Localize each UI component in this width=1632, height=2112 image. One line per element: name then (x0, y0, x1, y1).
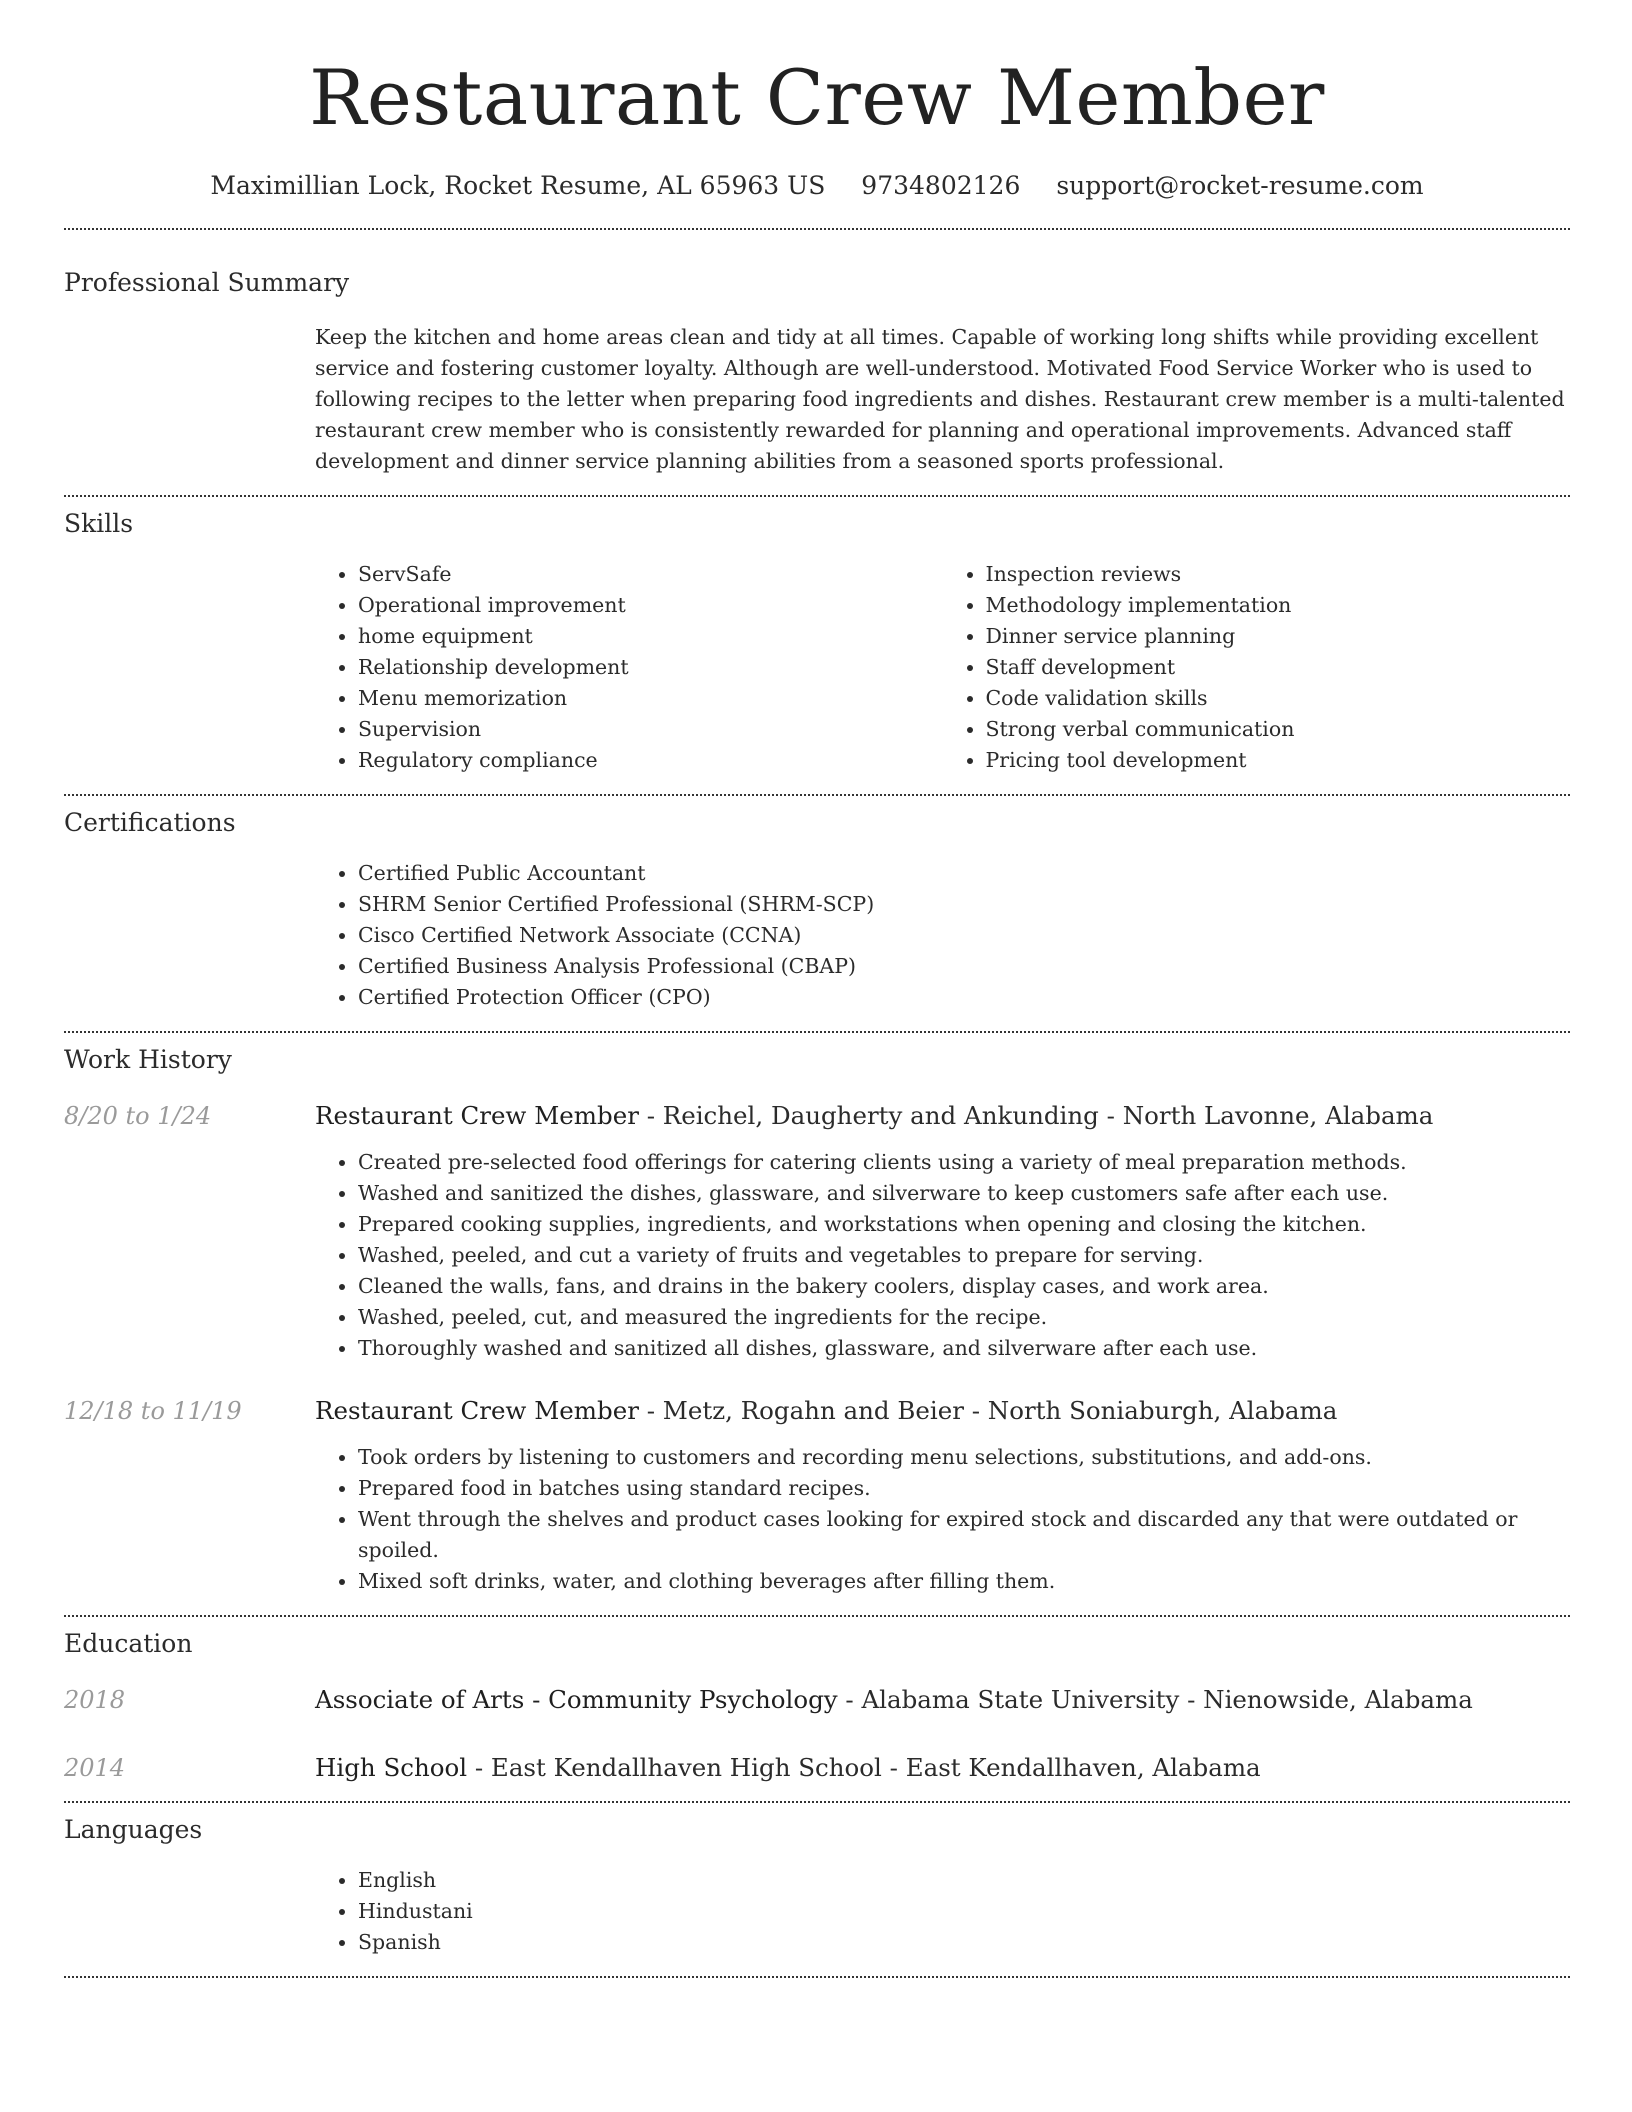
education-heading (315, 1751, 1261, 1785)
skill-item: • Operational improvement (358, 590, 943, 621)
job-bullets-block (315, 1147, 1570, 1364)
certifications-block (315, 858, 1570, 1013)
certifications-title: Certifications (64, 808, 236, 837)
certifications-list (315, 858, 1570, 1013)
languages-title: Languages (64, 1815, 203, 1844)
divider (64, 495, 1570, 497)
job-role: Restaurant Crew Member (315, 1101, 639, 1130)
job-entry (64, 1099, 1570, 1133)
skills-block (315, 559, 1570, 776)
job-details: - Metz, Rogahn and Beier - North Soniaburgh, Alabama (638, 1396, 1338, 1425)
job-dates: 12/18 to 11/19 (64, 1397, 242, 1425)
job-bullet: • Cleaned the walls, fans, and drains in the bakery coolers, display cases, and work area. (358, 1271, 1570, 1302)
summary-text: Keep the kitchen and home areas clean and tidy at all times. Capable of working long shifts while providing excellent service and fostering customer loyalty. Although are well-understood. Motivated Food Service Worker who is used to following recipes to the letter when preparing food ingredients and dishes. Restaurant crew member is a multi-talented restaurant crew member who is consistently rewarded for planning and operational improvements. Advanced staff development and dinner service planning abilities from a seasoned sports professional. (315, 325, 1565, 473)
languages-list (315, 1865, 1570, 1958)
job-heading (315, 1394, 1337, 1428)
work-history-title: Work History (64, 1045, 232, 1074)
skills-list-left (315, 559, 943, 776)
certification-item: • Certified Business Analysis Professional (CBAP) (358, 951, 1570, 982)
job-dates: 8/20 to 1/24 (64, 1102, 212, 1130)
education-title: Education (64, 1629, 193, 1658)
job-bullet: • Washed, peeled, and cut a variety of fruits and vegetables to prepare for serving. (358, 1240, 1570, 1271)
summary-title: Professional Summary (64, 268, 350, 297)
education-entry (64, 1751, 1570, 1785)
languages-block (315, 1865, 1570, 1958)
skills-title: Skills (64, 509, 134, 538)
education-degree: High School (315, 1753, 468, 1782)
education-details: - East Kendallhaven High School - East Kendallhaven, Alabama (467, 1753, 1261, 1782)
education-entry (64, 1683, 1570, 1717)
job-heading (315, 1099, 1433, 1133)
certification-item: • Certified Protection Officer (CPO) (358, 982, 1570, 1013)
skill-item: • Dinner service planning (986, 621, 1571, 652)
job-bullet: • Went through the shelves and product cases looking for expired stock and discarded any that were outdated or spoiled. (358, 1504, 1570, 1566)
job-entry (64, 1394, 1570, 1428)
job-bullet: • Mixed soft drinks, water, and clothing beverages after filling them. (358, 1566, 1570, 1597)
contact-line (64, 168, 1570, 204)
divider (64, 228, 1570, 230)
divider (64, 1976, 1570, 1978)
education-year: 2014 (64, 1754, 126, 1782)
job-bullets (315, 1442, 1570, 1597)
job-bullet: • Created pre-selected food offerings for catering clients using a variety of meal preparation methods. (358, 1147, 1570, 1178)
skill-item: • Supervision (358, 714, 943, 745)
job-role: Restaurant Crew Member (315, 1396, 639, 1425)
skill-item: • home equipment (358, 621, 943, 652)
certification-item: • SHRM Senior Certified Professional (SHRM-SCP) (358, 889, 1570, 920)
contact-address: Maximillian Lock, Rocket Resume, AL 65963 US (210, 171, 826, 200)
skills-list-right (943, 559, 1571, 776)
contact-phone: 9734802126 (861, 171, 1021, 200)
resume-name: Restaurant Crew Member (309, 53, 1325, 142)
skill-item: • Code validation skills (986, 683, 1571, 714)
education-year: 2018 (64, 1686, 126, 1714)
education-degree: Associate of Arts - Community Psychology (315, 1685, 838, 1714)
job-bullet: • Prepared cooking supplies, ingredients, and workstations when opening and closing the kitchen. (358, 1209, 1570, 1240)
divider (64, 1801, 1570, 1803)
language-item: • Spanish (358, 1927, 1570, 1958)
job-bullet: • Washed and sanitized the dishes, glassware, and silverware to keep customers safe after each use. (358, 1178, 1570, 1209)
skill-item: • Inspection reviews (986, 559, 1571, 590)
skill-item: • ServSafe (358, 559, 943, 590)
language-item: • Hindustani (358, 1896, 1570, 1927)
job-bullet: • Took orders by listening to customers and recording menu selections, substitutions, and add-ons. (358, 1442, 1570, 1473)
skill-item: • Methodology implementation (986, 590, 1571, 621)
certification-item: • Certified Public Accountant (358, 858, 1570, 889)
job-bullets (315, 1147, 1570, 1364)
skill-item: • Menu memorization (358, 683, 943, 714)
language-item: • English (358, 1865, 1570, 1896)
job-bullet: • Prepared food in batches using standard recipes. (358, 1473, 1570, 1504)
skill-item: • Staff development (986, 652, 1571, 683)
divider (64, 794, 1570, 796)
divider (64, 1031, 1570, 1033)
skill-item: • Pricing tool development (986, 745, 1571, 776)
certification-item: • Cisco Certified Network Associate (CCNA) (358, 920, 1570, 951)
summary-block (315, 322, 1570, 477)
education-heading (315, 1683, 1473, 1717)
skill-item: • Relationship development (358, 652, 943, 683)
divider (64, 1615, 1570, 1617)
job-bullet: • Washed, peeled, cut, and measured the ingredients for the recipe. (358, 1302, 1570, 1333)
contact-email: support@rocket-resume.com (1056, 171, 1424, 200)
skill-item: • Strong verbal communication (986, 714, 1571, 745)
job-details: - Reichel, Daugherty and Ankunding - North Lavonne, Alabama (638, 1101, 1434, 1130)
skill-item: • Regulatory compliance (358, 745, 943, 776)
job-bullets-block (315, 1442, 1570, 1597)
education-details: - Alabama State University - Nienowside, Alabama (837, 1685, 1473, 1714)
job-bullet: • Thoroughly washed and sanitized all dishes, glassware, and silverware after each use. (358, 1333, 1570, 1364)
